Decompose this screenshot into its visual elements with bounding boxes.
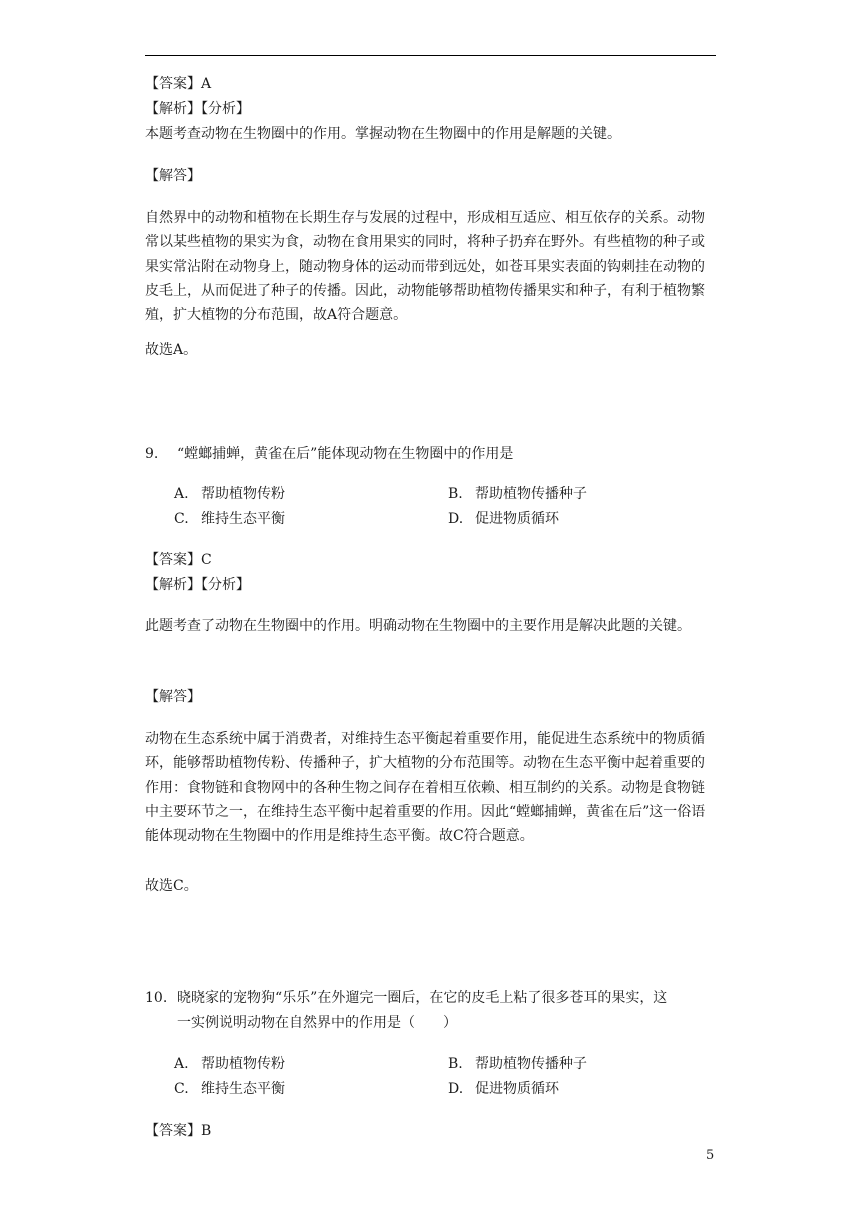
q10-stem-line2: 一实例说明动物在自然界中的作用是（ ） — [177, 1015, 457, 1031]
q8-conclusion: 故选A。 — [145, 342, 198, 358]
q8-solution-text: 自然界中的动物和植物在长期生存与发展的过程中，形成相互适应、相互依存的关系。动物常以某些植物的果实为食，动物在食用果实的同时，将种子扔弃在野外。有些植物的种子或果实常沾附在动物身上，随动物身体的运动而带到远处，如苍耳果实表面的钩刺挂在动物的皮毛上，从而促进了种子的传播。因此，动物能够帮助植物传播果实和种子，有利于植物繁殖，扩大植物的分布范围，故A符合题意。 — [145, 210, 705, 324]
q8-analysis-text: 本题考查动物在生物圈中的作用。掌握动物在生物圈中的作用是解题的关键。 — [145, 126, 621, 142]
q10-option-a: A. 帮助植物传粉 — [174, 1056, 285, 1072]
q9-solution-text: 动物在生态系统中属于消费者，对维持生态平衡起着重要作用，能促进生态系统中的物质循环，能够帮助植物传粉、传播种子，扩大植物的分布范围等。动物在生态平衡中起着重要的作用：食物链和食物网中的各种生物之间存在着相互依赖、相互制约的关系。动物是食物链中主要环节之一，在维持生态平衡中起着重要的作用。因此“螳螂捕蝉，黄雀在后”这一俗语能体现动物在生物圈中的作用是维持生态平衡。故C符合题意。 — [145, 731, 706, 845]
q9-analysis-label: 【解析】【分析】 — [145, 577, 250, 593]
q10-answer: B — [201, 1123, 212, 1139]
q10-stem-line1 — [145, 988, 667, 1008]
q9-answer: C — [201, 552, 212, 568]
q8-analysis-label: 【解析】【分析】 — [145, 101, 250, 117]
q10-option-d: D. 促进物质循环 — [448, 1081, 559, 1097]
q10-answer-line — [145, 1121, 211, 1141]
q10-option-c: C. 维持生态平衡 — [174, 1081, 285, 1097]
q10-option-b: B. 帮助植物传播种子 — [448, 1056, 587, 1072]
q9-solution-label: 【解答】 — [145, 689, 201, 705]
header-rule — [145, 55, 716, 56]
q9-analysis-text: 此题考查了动物在生物圈中的作用。明确动物在生物圈中的主要作用是解决此题的关键。 — [145, 618, 691, 634]
answer-label: 【答案】 — [145, 76, 201, 92]
q9-stem-line — [145, 444, 513, 464]
page-number: 5 — [706, 1148, 715, 1163]
answer-label: 【答案】 — [145, 552, 201, 568]
q9-option-a: A. 帮助植物传粉 — [174, 486, 285, 502]
q10-stem: 晓晓家的宠物狗“乐乐”在外遛完一圈后，在它的皮毛上粘了很多苍耳的果实，这 — [177, 990, 668, 1006]
q9-stem: “螳螂捕蝉，黄雀在后”能体现动物在生物圈中的作用是 — [177, 446, 514, 462]
q9-conclusion: 故选C。 — [145, 878, 198, 894]
answer-label: 【答案】 — [145, 1123, 201, 1139]
q9-option-c: C. 维持生态平衡 — [174, 511, 285, 527]
q8-solution-label: 【解答】 — [145, 168, 201, 184]
q9-answer-line — [145, 550, 212, 570]
q10-number: 10. — [145, 990, 168, 1006]
q8-answer-line — [145, 74, 211, 94]
q8-answer: A — [201, 76, 212, 92]
q9-option-d: D. 促进物质循环 — [448, 511, 559, 527]
q9-number: 9. — [145, 446, 159, 462]
q9-option-b: B. 帮助植物传播种子 — [448, 486, 587, 502]
